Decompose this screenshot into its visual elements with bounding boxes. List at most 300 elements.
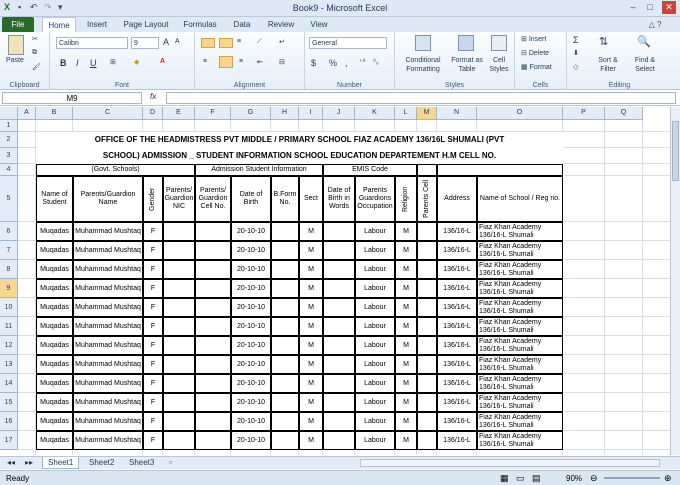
- table-cell[interactable]: 20-10-10: [231, 279, 271, 298]
- scroll-thumb[interactable]: [672, 121, 679, 181]
- table-cell[interactable]: [323, 260, 355, 279]
- table-cell[interactable]: Labour: [355, 393, 395, 412]
- table-cell[interactable]: [163, 412, 195, 431]
- table-cell[interactable]: F: [143, 317, 163, 336]
- table-cell[interactable]: [195, 374, 231, 393]
- table-cell[interactable]: M: [299, 374, 323, 393]
- cell-styles-icon[interactable]: [491, 35, 507, 51]
- last-sheet-icon[interactable]: ▸▸: [25, 458, 34, 467]
- conditional-formatting-icon[interactable]: [415, 35, 431, 51]
- column-header[interactable]: B: [36, 107, 73, 120]
- copy-icon[interactable]: ⧉: [32, 49, 37, 56]
- table-cell[interactable]: Fiaz Khan Academy 136/16-L Shumali: [477, 298, 563, 317]
- table-cell[interactable]: [417, 298, 437, 317]
- tab-data[interactable]: Data: [233, 20, 251, 29]
- row-header[interactable]: 1: [0, 120, 18, 132]
- worksheet-grid[interactable]: [18, 120, 670, 455]
- table-header-cell[interactable]: Parents/ Guardion Cell No.: [195, 176, 231, 222]
- table-cell[interactable]: Fiaz Khan Academy 136/16-L Shumali: [477, 279, 563, 298]
- table-cell[interactable]: 136/16-L: [437, 298, 477, 317]
- table-cell[interactable]: M: [299, 431, 323, 450]
- middle-align-icon[interactable]: [219, 38, 233, 48]
- column-header[interactable]: O: [477, 107, 563, 120]
- table-header-cell[interactable]: Parents Cell: [417, 176, 437, 222]
- table-cell[interactable]: [271, 393, 299, 412]
- table-cell[interactable]: M: [395, 279, 417, 298]
- table-cell[interactable]: Fiaz Khan Academy 136/16-L Shumali: [477, 412, 563, 431]
- table-cell[interactable]: Muhammad Mushtaq: [73, 431, 143, 450]
- table-cell[interactable]: [195, 260, 231, 279]
- table-cell[interactable]: [323, 279, 355, 298]
- table-header-cell[interactable]: Address: [437, 176, 477, 222]
- table-cell[interactable]: [195, 298, 231, 317]
- table-cell[interactable]: [195, 317, 231, 336]
- row-header[interactable]: 6: [0, 222, 18, 241]
- table-cell[interactable]: 20-10-10: [231, 374, 271, 393]
- table-cell[interactable]: F: [143, 241, 163, 260]
- table-cell[interactable]: Labour: [355, 355, 395, 374]
- table-cell[interactable]: [195, 431, 231, 450]
- close-icon[interactable]: ✕: [662, 1, 676, 14]
- table-cell[interactable]: [163, 431, 195, 450]
- column-header[interactable]: N: [437, 107, 477, 120]
- align-center-icon[interactable]: [219, 56, 233, 68]
- table-cell[interactable]: Fiaz Khan Academy 136/16-L Shumali: [477, 260, 563, 279]
- table-cell[interactable]: [163, 298, 195, 317]
- align-right-icon[interactable]: ≡: [239, 58, 244, 65]
- table-cell[interactable]: [163, 241, 195, 260]
- vertical-scrollbar[interactable]: [670, 107, 680, 455]
- table-cell[interactable]: [271, 374, 299, 393]
- save-icon[interactable]: ▪: [18, 2, 22, 12]
- table-cell[interactable]: Muhammad Mushtaq: [73, 317, 143, 336]
- table-cell[interactable]: 20-10-10: [231, 241, 271, 260]
- table-cell[interactable]: Muqadas: [36, 260, 73, 279]
- table-cell[interactable]: [417, 431, 437, 450]
- table-cell[interactable]: [417, 279, 437, 298]
- sort-filter-icon[interactable]: ⇅: [599, 36, 609, 48]
- insert-cells-button[interactable]: ⊞ Insert: [521, 36, 547, 43]
- table-cell[interactable]: [271, 336, 299, 355]
- tab-formulas[interactable]: Formulas: [183, 20, 217, 29]
- format-table-icon[interactable]: [458, 35, 474, 51]
- table-cell[interactable]: [417, 317, 437, 336]
- insert-sheet-icon[interactable]: ▫: [169, 458, 172, 467]
- table-cell[interactable]: [163, 222, 195, 241]
- table-cell[interactable]: Muqadas: [36, 298, 73, 317]
- table-cell[interactable]: M: [299, 279, 323, 298]
- table-cell[interactable]: Muqadas: [36, 279, 73, 298]
- table-cell[interactable]: Labour: [355, 431, 395, 450]
- font-size-select[interactable]: 9: [131, 37, 159, 49]
- table-cell[interactable]: Muqadas: [36, 393, 73, 412]
- table-cell[interactable]: 136/16-L: [437, 355, 477, 374]
- font-color-icon[interactable]: A: [160, 58, 166, 65]
- table-cell[interactable]: [163, 393, 195, 412]
- row-header[interactable]: 5: [0, 176, 18, 222]
- minimize-icon[interactable]: –: [630, 2, 636, 12]
- table-cell[interactable]: [417, 374, 437, 393]
- table-cell[interactable]: Fiaz Khan Academy 136/16-L Shumali: [477, 317, 563, 336]
- shrink-font-button[interactable]: A: [175, 38, 180, 45]
- table-cell[interactable]: F: [143, 298, 163, 317]
- row-header[interactable]: 14: [0, 374, 18, 393]
- table-cell[interactable]: [271, 317, 299, 336]
- table-cell[interactable]: M: [299, 355, 323, 374]
- find-select-icon[interactable]: 🔍: [637, 36, 651, 48]
- fill-icon[interactable]: ⬇: [573, 50, 579, 57]
- table-cell[interactable]: [271, 355, 299, 374]
- row-header[interactable]: 4: [0, 164, 18, 176]
- table-cell[interactable]: Labour: [355, 279, 395, 298]
- clear-icon[interactable]: ◇: [573, 64, 579, 71]
- name-box[interactable]: M9: [2, 92, 142, 104]
- table-cell[interactable]: M: [299, 317, 323, 336]
- zoom-slider[interactable]: [604, 477, 660, 479]
- help-icon[interactable]: △ ?: [648, 20, 662, 29]
- table-cell[interactable]: Labour: [355, 336, 395, 355]
- number-format-select[interactable]: General: [309, 37, 387, 49]
- merge-center-icon[interactable]: ⊟: [279, 59, 285, 66]
- table-cell[interactable]: 20-10-10: [231, 260, 271, 279]
- section-emis-code[interactable]: EMIS Code: [323, 164, 417, 176]
- section-admission-info[interactable]: Admission Student Information: [195, 164, 323, 176]
- maximize-icon[interactable]: □: [647, 2, 653, 12]
- increase-decimal-icon[interactable]: ⁺⁰: [359, 59, 366, 66]
- table-cell[interactable]: 20-10-10: [231, 393, 271, 412]
- table-cell[interactable]: Muhammad Mushtaq: [73, 298, 143, 317]
- table-cell[interactable]: [163, 336, 195, 355]
- table-cell[interactable]: [195, 241, 231, 260]
- table-cell[interactable]: [417, 164, 437, 176]
- table-cell[interactable]: 136/16-L: [437, 336, 477, 355]
- tab-insert[interactable]: Insert: [86, 20, 107, 29]
- table-cell[interactable]: [323, 317, 355, 336]
- row-header[interactable]: 12: [0, 336, 18, 355]
- row-header[interactable]: 10: [0, 298, 18, 317]
- normal-view-icon[interactable]: ▦: [500, 473, 509, 483]
- table-cell[interactable]: M: [299, 412, 323, 431]
- cell-styles-button[interactable]: Cell Styles: [489, 57, 509, 73]
- table-cell[interactable]: [163, 260, 195, 279]
- table-cell[interactable]: Muqadas: [36, 241, 73, 260]
- column-header[interactable]: F: [195, 107, 231, 120]
- table-cell[interactable]: [195, 355, 231, 374]
- find-select-button[interactable]: Find & Select: [634, 57, 656, 73]
- table-header-cell[interactable]: B.Form No.: [271, 176, 299, 222]
- table-cell[interactable]: [417, 393, 437, 412]
- table-cell[interactable]: Labour: [355, 241, 395, 260]
- table-cell[interactable]: Labour: [355, 298, 395, 317]
- table-cell[interactable]: 136/16-L: [437, 317, 477, 336]
- table-cell[interactable]: Muhammad Mushtaq: [73, 393, 143, 412]
- table-cell[interactable]: Muqadas: [36, 317, 73, 336]
- table-cell[interactable]: M: [395, 412, 417, 431]
- table-cell[interactable]: [163, 317, 195, 336]
- sheet-tab-1[interactable]: Sheet1: [42, 457, 79, 469]
- currency-button[interactable]: $: [311, 58, 317, 68]
- table-cell[interactable]: [163, 374, 195, 393]
- table-cell[interactable]: [323, 241, 355, 260]
- paste-icon[interactable]: [8, 35, 24, 55]
- table-cell[interactable]: 136/16-L: [437, 222, 477, 241]
- page-layout-view-icon[interactable]: ▭: [516, 473, 525, 483]
- table-cell[interactable]: [323, 393, 355, 412]
- zoom-out-icon[interactable]: ⊖: [590, 473, 598, 483]
- table-cell[interactable]: Muqadas: [36, 222, 73, 241]
- table-cell[interactable]: Fiaz Khan Academy 136/16-L Shumali: [477, 374, 563, 393]
- table-cell[interactable]: [163, 279, 195, 298]
- table-cell[interactable]: [417, 222, 437, 241]
- table-cell[interactable]: [323, 431, 355, 450]
- table-cell[interactable]: M: [395, 374, 417, 393]
- row-header[interactable]: 17: [0, 431, 18, 450]
- table-cell[interactable]: M: [395, 317, 417, 336]
- table-cell[interactable]: [271, 298, 299, 317]
- table-header-cell[interactable]: Date of Birth: [231, 176, 271, 222]
- table-cell[interactable]: [271, 279, 299, 298]
- table-cell[interactable]: [417, 260, 437, 279]
- column-header[interactable]: Q: [605, 107, 643, 120]
- table-cell[interactable]: Muqadas: [36, 431, 73, 450]
- page-break-view-icon[interactable]: ▤: [532, 473, 541, 483]
- indent-icon[interactable]: ⇤: [257, 59, 263, 66]
- comma-button[interactable]: ,: [345, 58, 348, 68]
- italic-button[interactable]: I: [76, 58, 79, 68]
- table-header-cell[interactable]: Gender: [143, 176, 163, 222]
- column-header[interactable]: E: [163, 107, 195, 120]
- table-cell[interactable]: Muqadas: [36, 336, 73, 355]
- table-cell[interactable]: [195, 393, 231, 412]
- column-header[interactable]: A: [18, 107, 36, 120]
- tab-file[interactable]: File: [2, 17, 34, 32]
- cut-icon[interactable]: ✂: [32, 36, 38, 43]
- table-cell[interactable]: F: [143, 374, 163, 393]
- table-cell[interactable]: F: [143, 393, 163, 412]
- column-header[interactable]: K: [355, 107, 395, 120]
- table-cell[interactable]: [195, 336, 231, 355]
- select-all-corner[interactable]: [0, 107, 18, 120]
- table-cell[interactable]: Labour: [355, 317, 395, 336]
- format-table-button[interactable]: Format as Table: [451, 57, 483, 73]
- column-header[interactable]: D: [143, 107, 163, 120]
- table-cell[interactable]: M: [395, 222, 417, 241]
- align-left-icon[interactable]: ≡: [203, 58, 208, 65]
- format-cells-button[interactable]: ▦ Format: [521, 64, 552, 71]
- table-cell[interactable]: [195, 222, 231, 241]
- table-cell[interactable]: [323, 336, 355, 355]
- table-cell[interactable]: [271, 431, 299, 450]
- section-govt-schools[interactable]: (Govt. Schools): [36, 164, 195, 176]
- first-sheet-icon[interactable]: ◂◂: [7, 458, 16, 467]
- borders-icon[interactable]: ⊞: [110, 59, 116, 66]
- table-cell[interactable]: M: [395, 298, 417, 317]
- row-header[interactable]: 9: [0, 279, 18, 298]
- table-cell[interactable]: F: [143, 412, 163, 431]
- row-header[interactable]: 13: [0, 355, 18, 374]
- table-cell[interactable]: 136/16-L: [437, 412, 477, 431]
- table-cell[interactable]: M: [299, 222, 323, 241]
- table-cell[interactable]: [271, 241, 299, 260]
- table-cell[interactable]: 136/16-L: [437, 393, 477, 412]
- table-cell[interactable]: Muqadas: [36, 412, 73, 431]
- table-header-cell[interactable]: Parents/ Guardion NIC: [163, 176, 195, 222]
- table-cell[interactable]: [417, 336, 437, 355]
- conditional-formatting-button[interactable]: Conditional Formatting: [405, 57, 441, 73]
- table-cell[interactable]: 20-10-10: [231, 298, 271, 317]
- row-header[interactable]: 2: [0, 132, 18, 148]
- table-cell[interactable]: [271, 260, 299, 279]
- table-cell[interactable]: Fiaz Khan Academy 136/16-L Shumali: [477, 336, 563, 355]
- table-cell[interactable]: Muhammad Mushtaq: [73, 412, 143, 431]
- table-cell[interactable]: [163, 355, 195, 374]
- table-cell[interactable]: 136/16-L: [437, 374, 477, 393]
- table-cell[interactable]: Labour: [355, 222, 395, 241]
- wrap-text-icon[interactable]: ↵: [279, 39, 285, 46]
- table-cell[interactable]: Labour: [355, 374, 395, 393]
- table-cell[interactable]: Muhammad Mushtaq: [73, 241, 143, 260]
- table-cell[interactable]: F: [143, 279, 163, 298]
- decrease-decimal-icon[interactable]: ⁰₀: [373, 59, 379, 66]
- table-cell[interactable]: Muhammad Mushtaq: [73, 374, 143, 393]
- row-header[interactable]: 16: [0, 412, 18, 431]
- formula-input[interactable]: [166, 92, 676, 104]
- orientation-icon[interactable]: ⟋: [257, 38, 262, 45]
- column-header[interactable]: I: [299, 107, 323, 120]
- table-cell[interactable]: [323, 374, 355, 393]
- table-cell[interactable]: M: [395, 355, 417, 374]
- tab-home[interactable]: Home: [42, 17, 76, 33]
- table-cell[interactable]: [323, 222, 355, 241]
- row-header[interactable]: 11: [0, 317, 18, 336]
- table-cell[interactable]: [323, 412, 355, 431]
- row-header[interactable]: 8: [0, 260, 18, 279]
- table-cell[interactable]: Labour: [355, 412, 395, 431]
- table-cell[interactable]: Muqadas: [36, 355, 73, 374]
- customize-qat-icon[interactable]: ▾: [58, 2, 63, 12]
- table-cell[interactable]: Muhammad Mushtaq: [73, 260, 143, 279]
- table-header-cell[interactable]: Parents/Guardion Name: [73, 176, 143, 222]
- grow-font-button[interactable]: A: [163, 37, 170, 47]
- format-painter-icon[interactable]: 🖌: [32, 64, 41, 71]
- table-cell[interactable]: Fiaz Khan Academy 136/16-L Shumali: [477, 222, 563, 241]
- table-cell[interactable]: M: [395, 241, 417, 260]
- table-header-cell[interactable]: Sect: [299, 176, 323, 222]
- autosum-button[interactable]: Σ: [573, 35, 579, 45]
- underline-button[interactable]: U: [90, 58, 97, 68]
- table-cell[interactable]: 20-10-10: [231, 355, 271, 374]
- redo-icon[interactable]: ↷: [44, 2, 52, 12]
- column-header[interactable]: C: [73, 107, 143, 120]
- table-cell[interactable]: M: [395, 431, 417, 450]
- table-cell[interactable]: [271, 412, 299, 431]
- table-cell[interactable]: Fiaz Khan Academy 136/16-L Shumali: [477, 431, 563, 450]
- horizontal-scrollbar[interactable]: [360, 459, 660, 467]
- tab-page-layout[interactable]: Page Layout: [123, 20, 169, 29]
- tab-review[interactable]: Review: [267, 20, 295, 29]
- table-cell[interactable]: Muhammad Mushtaq: [73, 355, 143, 374]
- table-cell[interactable]: 136/16-L: [437, 431, 477, 450]
- table-cell[interactable]: F: [143, 222, 163, 241]
- table-cell[interactable]: F: [143, 355, 163, 374]
- zoom-level[interactable]: 90%: [566, 474, 583, 483]
- column-header[interactable]: J: [323, 107, 355, 120]
- column-header[interactable]: H: [271, 107, 299, 120]
- row-header[interactable]: 7: [0, 241, 18, 260]
- table-cell[interactable]: 136/16-L: [437, 279, 477, 298]
- table-cell[interactable]: Fiaz Khan Academy 136/16-L Shumali: [477, 241, 563, 260]
- sheet-title-line2[interactable]: SCHOOL) ADMISSION _ STUDENT INFORMATION SCHOOL EDUCATION DEPARTEMENT H.M CELL NO.: [36, 148, 563, 164]
- table-cell[interactable]: M: [299, 393, 323, 412]
- table-cell[interactable]: M: [299, 241, 323, 260]
- table-cell[interactable]: [195, 412, 231, 431]
- table-header-cell[interactable]: Religion: [395, 176, 417, 222]
- top-align-icon[interactable]: [201, 38, 215, 48]
- undo-icon[interactable]: ↶: [30, 2, 38, 12]
- tab-view[interactable]: View: [310, 20, 328, 29]
- table-cell[interactable]: 20-10-10: [231, 431, 271, 450]
- table-cell[interactable]: F: [143, 431, 163, 450]
- column-header[interactable]: G: [231, 107, 271, 120]
- insert-function-button[interactable]: fx: [150, 92, 157, 101]
- table-cell[interactable]: [323, 298, 355, 317]
- sheet-tab-2[interactable]: Sheet2: [89, 458, 115, 467]
- table-cell[interactable]: M: [299, 298, 323, 317]
- table-header-cell[interactable]: Name of Student: [36, 176, 73, 222]
- table-cell[interactable]: [417, 412, 437, 431]
- table-cell[interactable]: M: [395, 393, 417, 412]
- row-header[interactable]: 3: [0, 148, 18, 164]
- table-cell[interactable]: [437, 164, 563, 176]
- column-header[interactable]: L: [395, 107, 417, 120]
- table-cell[interactable]: Muqadas: [36, 374, 73, 393]
- sheet-tab-3[interactable]: Sheet3: [129, 458, 155, 467]
- delete-cells-button[interactable]: ⊟ Delete: [521, 50, 550, 57]
- table-cell[interactable]: Muhammad Mushtaq: [73, 222, 143, 241]
- table-cell[interactable]: 20-10-10: [231, 317, 271, 336]
- table-header-cell[interactable]: Date of Birth in Words: [323, 176, 355, 222]
- column-header[interactable]: M: [417, 107, 437, 120]
- table-cell[interactable]: 136/16-L: [437, 241, 477, 260]
- sort-filter-button[interactable]: Sort & Filter: [598, 57, 618, 73]
- table-cell[interactable]: [417, 355, 437, 374]
- table-cell[interactable]: Muhammad Mushtaq: [73, 279, 143, 298]
- table-cell[interactable]: M: [395, 336, 417, 355]
- table-cell[interactable]: M: [299, 260, 323, 279]
- table-cell[interactable]: [417, 241, 437, 260]
- percent-button[interactable]: %: [329, 58, 338, 68]
- table-cell[interactable]: 20-10-10: [231, 412, 271, 431]
- row-header[interactable]: 15: [0, 393, 18, 412]
- fill-color-icon[interactable]: ◆: [134, 59, 140, 66]
- table-cell[interactable]: 20-10-10: [231, 222, 271, 241]
- column-header[interactable]: P: [563, 107, 605, 120]
- table-cell[interactable]: Muhammad Mushtaq: [73, 336, 143, 355]
- bold-button[interactable]: B: [60, 58, 67, 68]
- table-cell[interactable]: Labour: [355, 260, 395, 279]
- paste-button[interactable]: Paste: [6, 57, 24, 64]
- table-cell[interactable]: M: [395, 260, 417, 279]
- font-name-select[interactable]: Calibri: [56, 37, 128, 49]
- table-cell[interactable]: M: [299, 336, 323, 355]
- zoom-in-icon[interactable]: ⊕: [664, 473, 672, 483]
- table-header-cell[interactable]: Parents Guardions Occupation: [355, 176, 395, 222]
- table-header-cell[interactable]: Name of School / Reg no.: [477, 176, 563, 222]
- table-cell[interactable]: F: [143, 336, 163, 355]
- sheet-title-line1[interactable]: OFFICE OF THE HEADMISTRESS PVT MIDDLE / PRIMARY SCHOOL FIAZ ACADEMY 136/16L SHUMALI (PVT: [36, 132, 563, 148]
- table-cell[interactable]: [323, 355, 355, 374]
- table-cell[interactable]: Fiaz Khan Academy 136/16-L Shumali: [477, 393, 563, 412]
